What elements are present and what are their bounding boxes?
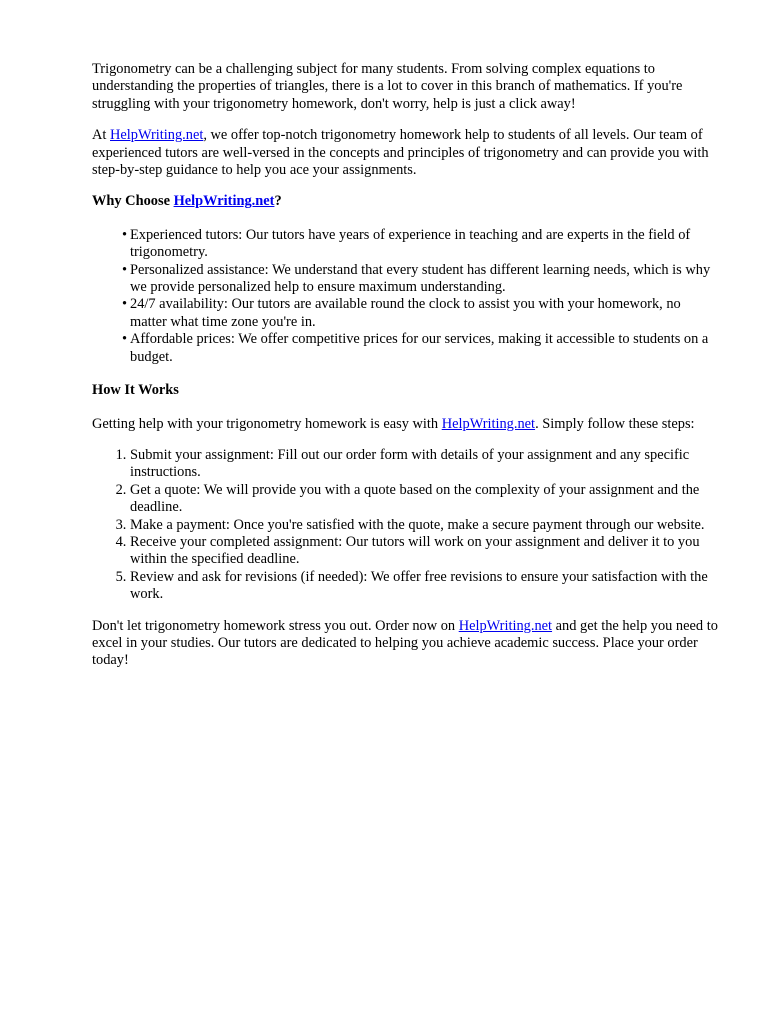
how-intro-post: . Simply follow these steps: [535, 415, 695, 432]
about-helpwriting-link[interactable]: HelpWriting.net [110, 127, 204, 144]
list-item: • Experienced tutors: Our tutors have years of experience in teaching and are experts in the field of trigonometry. [130, 227, 718, 262]
closing-text-pre: Don't let trigonometry homework stress you out. Order now on [92, 617, 459, 634]
list-item: • Affordable prices: We offer competitive prices for our services, making it accessible to students on a budget. [130, 331, 718, 366]
how-intro-pre: Getting help with your trigonometry homework is easy with [92, 415, 442, 432]
step-item: 5. Review and ask for revisions (if needed): We offer free revisions to ensure your satisfaction with the work. [130, 569, 718, 604]
step-item: 3. Make a payment: Once you're satisfied with the quote, make a secure payment through our website. [130, 517, 718, 534]
step-item: 2. Get a quote: We will provide you with a quote based on the complexity of your assignment and the deadline. [130, 482, 718, 517]
why-heading-post: ? [274, 193, 282, 210]
why-heading-pre: Why Choose [92, 193, 174, 210]
step-item: 4. Receive your completed assignment: Our tutors will work on your assignment and deliver it to you within the specified deadline. [130, 534, 718, 569]
how-intro-paragraph [92, 416, 718, 433]
about-text-pre: At [92, 127, 110, 144]
step-item: 1. Submit your assignment: Fill out our order form with details of your assignment and any specific instructions. [130, 447, 718, 482]
how-helpwriting-link[interactable]: HelpWriting.net [441, 415, 536, 432]
closing-paragraph [92, 618, 718, 670]
how-it-works-heading: How It Works [92, 382, 179, 399]
why-choose-heading [92, 193, 718, 210]
closing-helpwriting-link[interactable]: HelpWriting.net [458, 617, 553, 634]
about-text-post: , we offer top-notch trigonometry homework help to students of all levels. Our team of experienced tutors are well-versed in the concepts and principles of trigonometry and can provide you with step-by-step guidance to help you ace your assignments. [92, 127, 709, 179]
why-heading-helpwriting-link[interactable]: HelpWriting.net [173, 193, 275, 210]
why-choose-list [92, 227, 718, 366]
about-paragraph [92, 127, 718, 179]
steps-list [92, 447, 718, 604]
list-item: • Personalized assistance: We understand that every student has different learning needs, which is why we provide personalized help to ensure maximum understanding. [130, 262, 718, 297]
closing-text-post: and get the help you need to excel in your studies. Our tutors are dedicated to helping you achieve academic success. Place your order today! [92, 617, 718, 669]
intro-paragraph: Trigonometry can be a challenging subject for many students. From solving complex equations to understanding the properties of triangles, there is a lot to cover in this branch of mathematics. If you're struggling with your trigonometry homework, don't worry, help is just a click away! [92, 61, 683, 112]
list-item: • 24/7 availability: Our tutors are available round the clock to assist you with your homework, no matter what time zone you're in. [130, 296, 718, 331]
